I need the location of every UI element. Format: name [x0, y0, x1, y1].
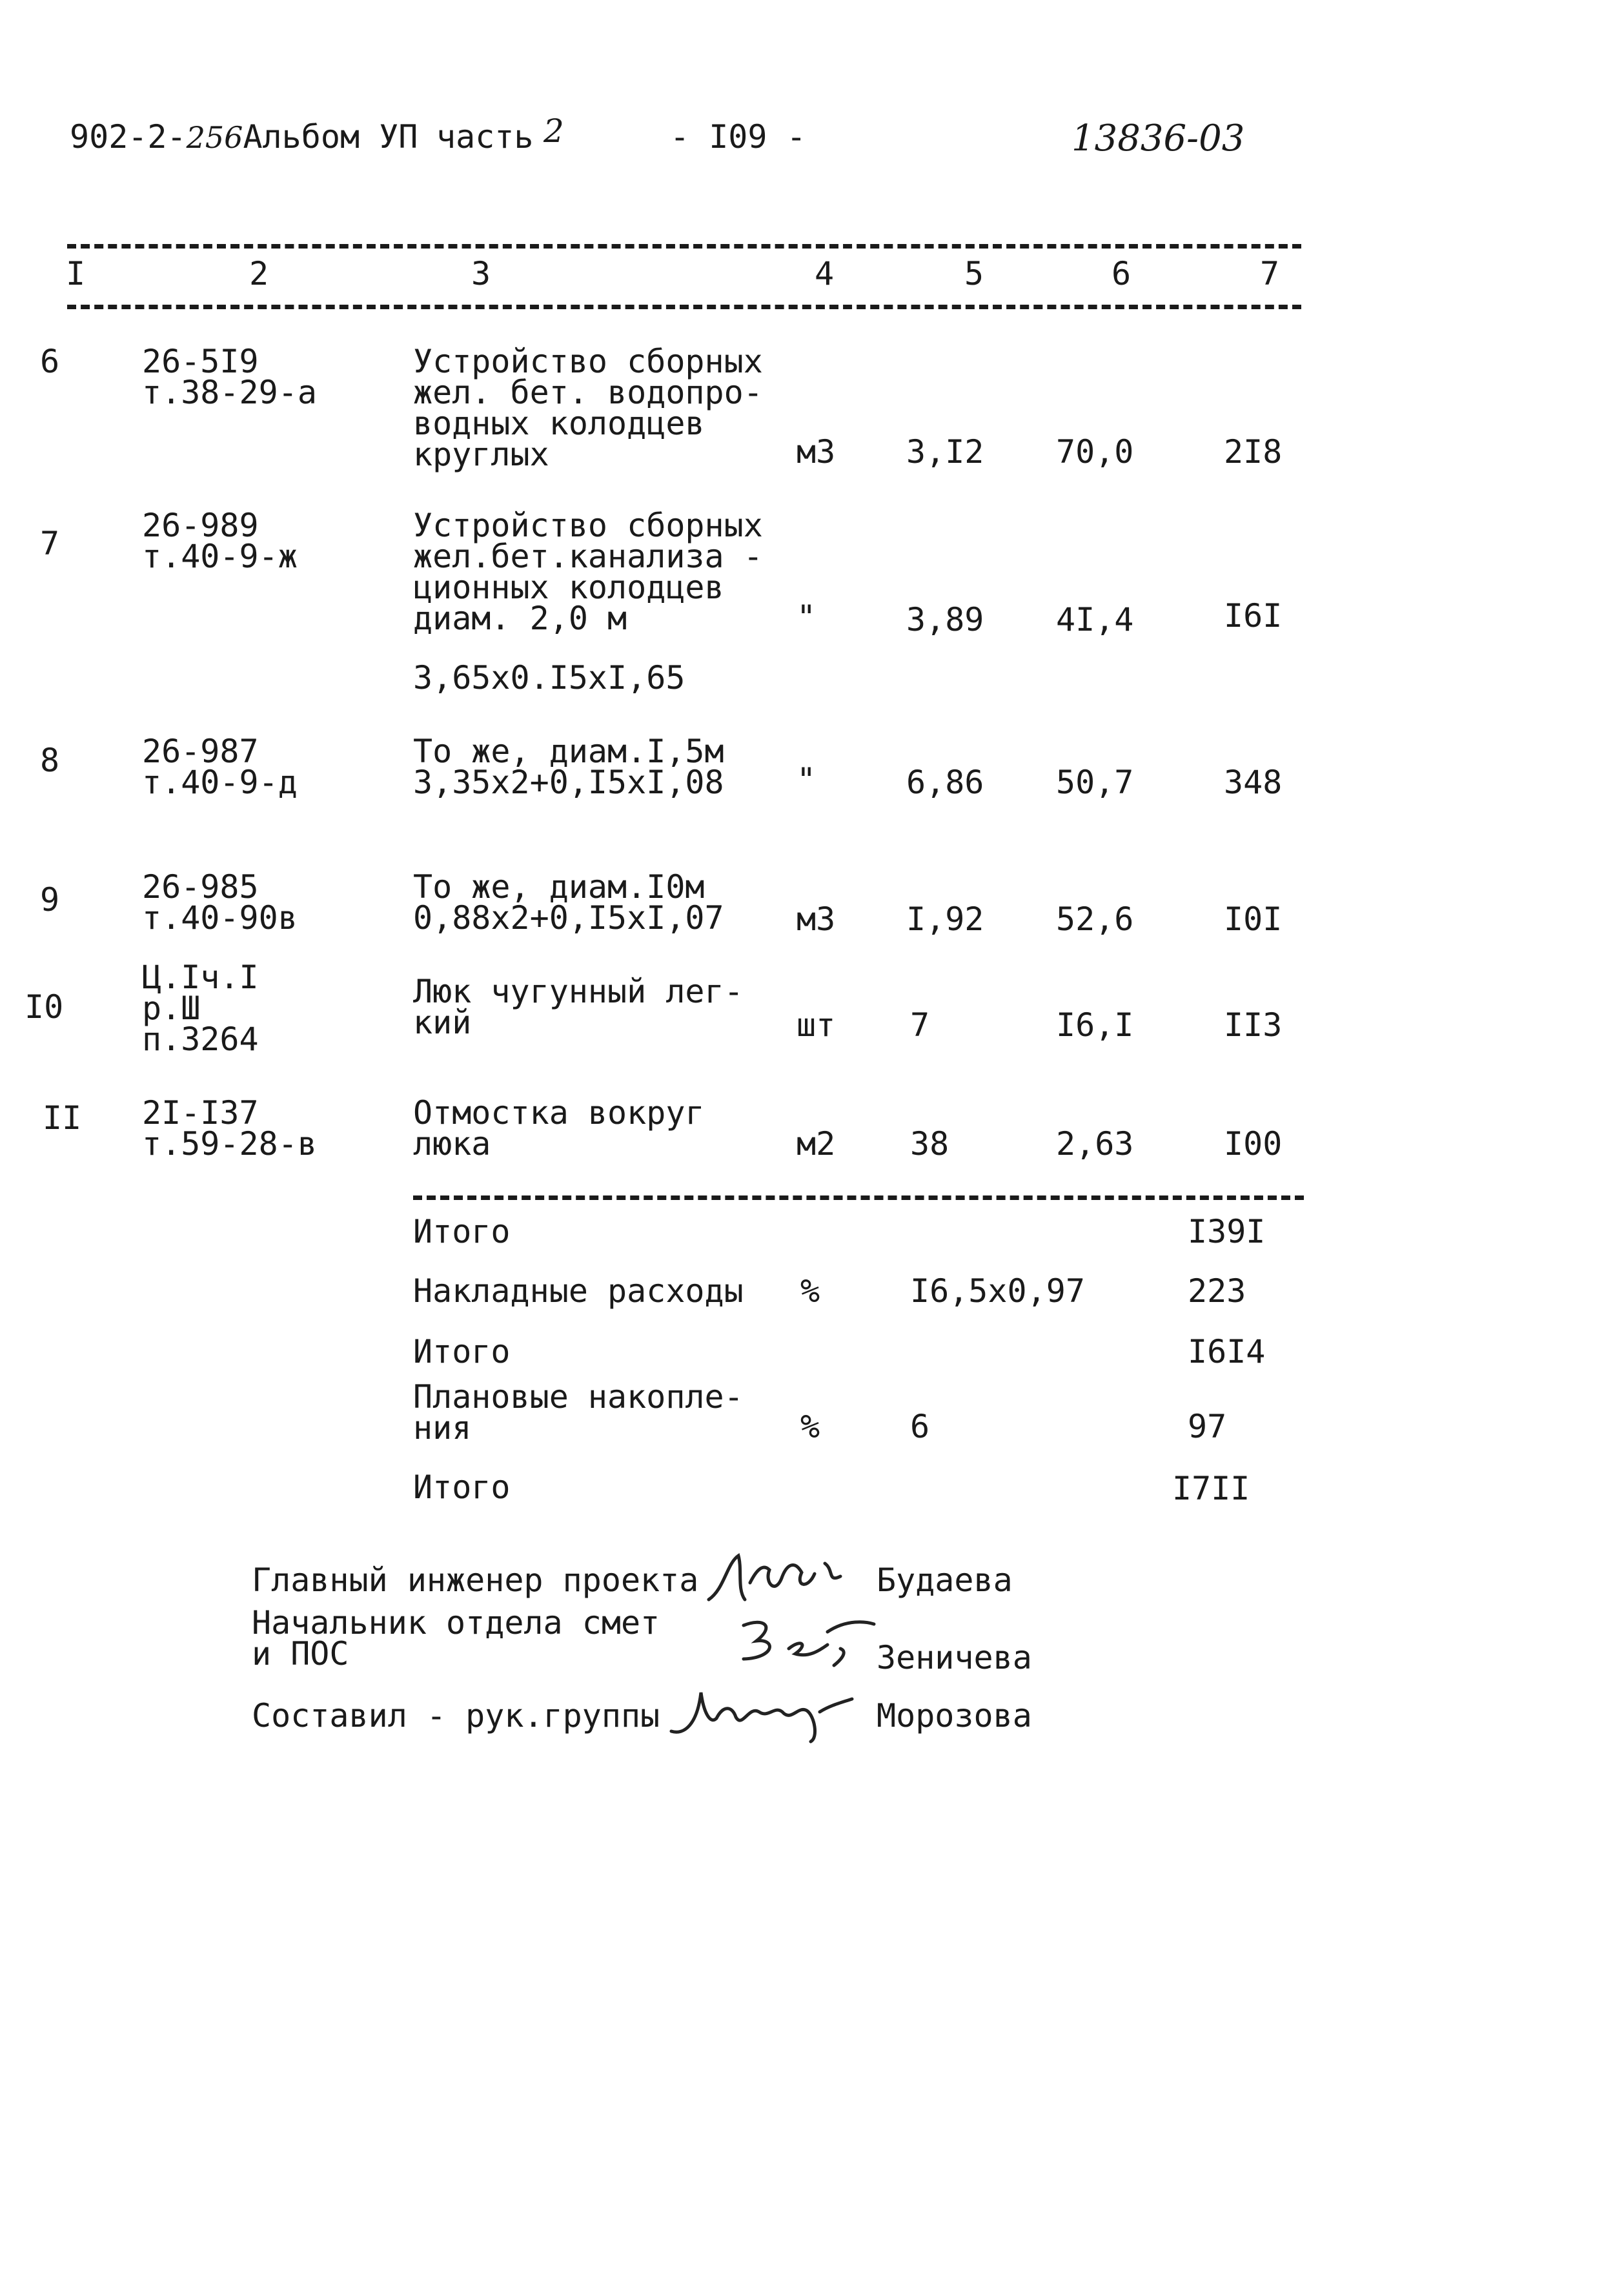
row-reference: 26-989 т.40-9-ж	[142, 507, 298, 575]
row-reference: Ц.Iч.I р.Ш п.3264	[142, 959, 259, 1058]
summary-rate: 6	[910, 1408, 930, 1445]
summary-value: I39I	[1188, 1213, 1266, 1250]
row-unit-price: 70,0	[1056, 433, 1134, 471]
row-number: II	[43, 1099, 82, 1137]
summary-rate: I6,5х0,97	[910, 1272, 1085, 1310]
signature-role: Составил - рук.группы	[252, 1697, 660, 1734]
row-number: 9	[40, 881, 60, 919]
row-reference: 26-5I9 т.38-29-а	[142, 343, 317, 411]
row-unit: м3	[797, 433, 836, 471]
row-number: 6	[40, 343, 60, 380]
signature-scribble	[731, 1612, 879, 1677]
row-number: 8	[40, 742, 60, 779]
row-reference: 26-985 т.40-90в	[142, 868, 298, 937]
row-unit-price: 2,63	[1056, 1125, 1134, 1163]
header-code-printed: 902-2-	[70, 118, 187, 156]
summary-value: 97	[1188, 1408, 1227, 1445]
row-reference: 26-987 т.40-9-д	[142, 733, 298, 801]
row-description: Люк чугунный лег- кий	[413, 973, 744, 1041]
header-bottom-rule	[67, 305, 1301, 309]
row-unit: шт	[797, 1006, 836, 1044]
row-total: II3	[1224, 1006, 1283, 1044]
row-quantity: I,92	[906, 900, 984, 938]
row-description: Отмостка вокруг люка	[413, 1094, 705, 1163]
row-unit-price: 4I,4	[1056, 601, 1134, 638]
row-quantity: 6,86	[906, 764, 984, 801]
header-top-rule	[67, 244, 1301, 249]
signature-scribble	[705, 1544, 853, 1615]
summary-unit: %	[800, 1272, 820, 1310]
summary-value: I7II	[1172, 1470, 1250, 1507]
row-quantity: 38	[910, 1125, 949, 1163]
signature-scribble	[665, 1680, 858, 1751]
row-quantity: 7	[910, 1006, 930, 1044]
row-unit: м2	[797, 1125, 836, 1163]
row-description: Устройство сборных жел. бет. водопро- водных колодцев круглых	[413, 343, 763, 473]
header-code	[70, 118, 418, 156]
column-header-4: 4	[815, 255, 835, 292]
row-reference: 2I-I37 т.59-28-в	[142, 1094, 317, 1163]
header-part-number: 2	[543, 112, 564, 150]
summary-label: Итого	[413, 1333, 511, 1370]
row-unit: м3	[797, 900, 836, 938]
handwritten-signature	[705, 1544, 853, 1618]
summary-label: Накладные расходы	[413, 1272, 744, 1310]
column-header-2: 2	[249, 255, 269, 292]
signature-name: Будаева	[877, 1561, 1013, 1599]
row-quantity: 3,89	[906, 601, 984, 638]
handwritten-signature	[665, 1680, 858, 1753]
row-total: I6I	[1224, 597, 1283, 635]
summary-unit: %	[800, 1408, 820, 1445]
column-header-6: 6	[1111, 255, 1132, 292]
document-number: 13836-03	[1071, 117, 1245, 159]
row-description: То же, диам.I0м 0,88х2+0,I5хI,07	[413, 868, 724, 937]
signature-name: Зеничева	[877, 1639, 1032, 1676]
header-album: Альбом УП	[243, 118, 418, 156]
row-number: I0	[25, 988, 64, 1026]
summary-rule	[413, 1195, 1304, 1200]
signature-role: Начальник отдела смет и ПОС	[252, 1604, 660, 1673]
row-unit: "	[797, 761, 817, 798]
summary-label: Итого	[413, 1213, 511, 1250]
row-total: 2I8	[1224, 433, 1283, 471]
header-code-handwritten: 256	[186, 120, 243, 155]
signature-role: Главный инженер проекта	[252, 1561, 699, 1599]
handwritten-signature	[731, 1612, 879, 1680]
row-description: То же, диам.I,5м 3,35х2+0,I5хI,08	[413, 733, 724, 801]
column-header-1: I	[66, 255, 86, 292]
row-number: 7	[40, 525, 60, 562]
row-description: Устройство сборных жел.бет.канализа - ционных колодцев диам. 2,0 м	[413, 507, 763, 637]
row-unit: "	[797, 598, 817, 636]
column-header-7: 7	[1260, 255, 1280, 292]
page-number: - I09 -	[670, 118, 806, 156]
row-unit-price: I6,I	[1056, 1006, 1134, 1044]
column-header-5: 5	[964, 255, 984, 292]
row-total: I0I	[1224, 900, 1283, 938]
summary-label: Плановые накопле- ния	[413, 1378, 744, 1447]
row-calculation-note: 3,65х0.I5хI,65	[413, 659, 685, 697]
summary-value: 223	[1188, 1272, 1246, 1310]
signature-name: Морозова	[877, 1697, 1032, 1734]
summary-label: Итого	[413, 1469, 511, 1506]
row-total: I00	[1224, 1125, 1283, 1163]
summary-value: I6I4	[1188, 1333, 1266, 1370]
row-total: 348	[1224, 764, 1283, 801]
row-quantity: 3,I2	[906, 433, 984, 471]
column-header-3: 3	[471, 255, 491, 292]
row-unit-price: 52,6	[1056, 900, 1134, 938]
row-unit-price: 50,7	[1056, 764, 1134, 801]
header-part-label: часть	[436, 118, 534, 156]
